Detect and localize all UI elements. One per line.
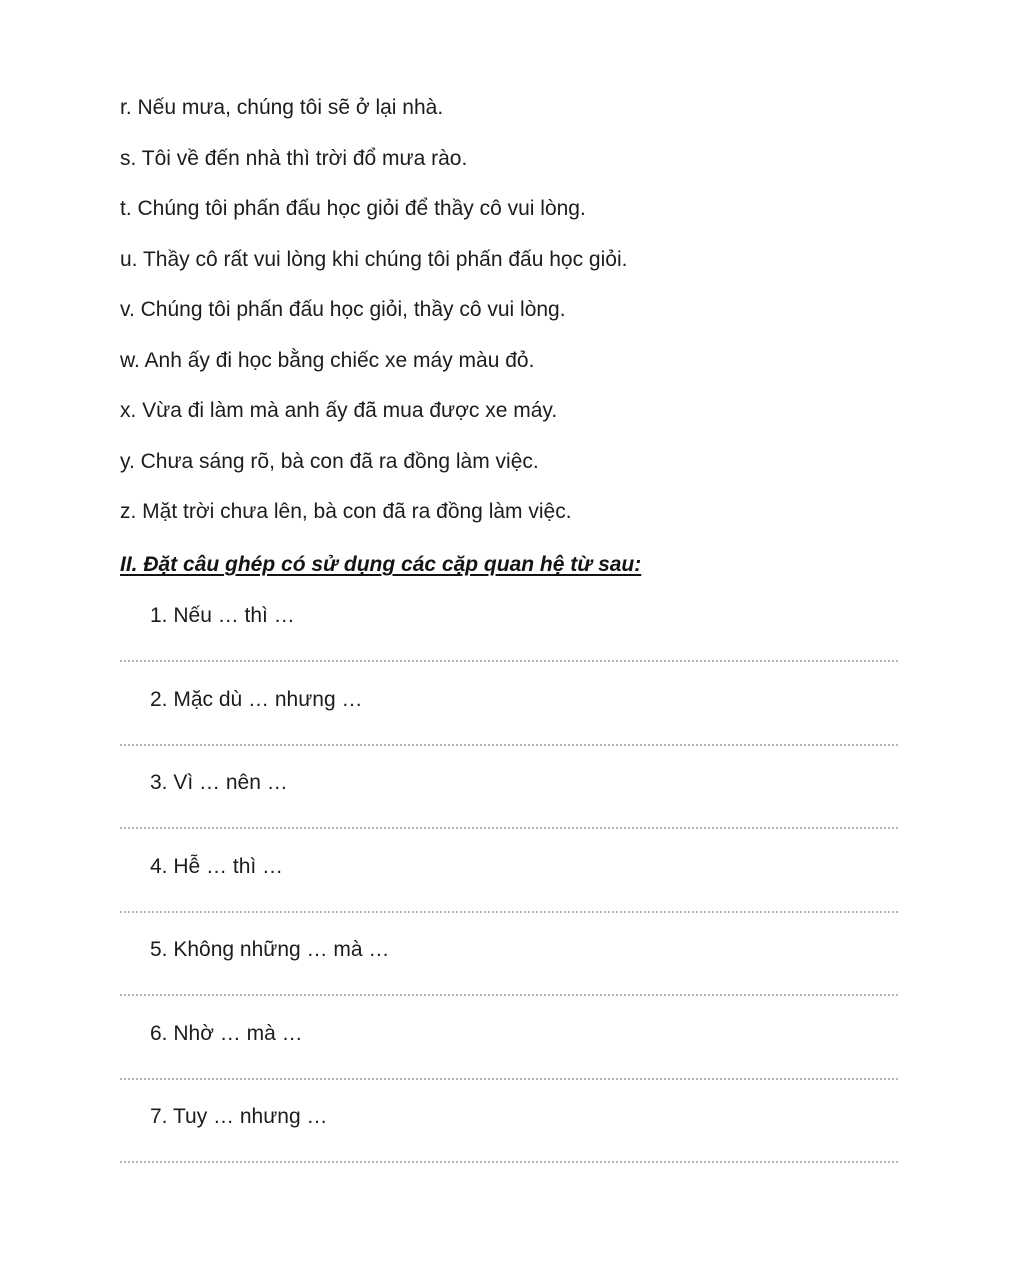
sentence-x: x. Vừa đi làm mà anh ấy đã mua được xe máy. bbox=[120, 399, 558, 422]
exercise-item-3 bbox=[120, 769, 898, 853]
answer-line[interactable] bbox=[120, 827, 898, 829]
answer-line[interactable] bbox=[120, 744, 898, 746]
sentence-z: z. Mặt trời chưa lên, bà con đã ra đồng làm việc. bbox=[120, 500, 572, 523]
sentence-t: t. Chúng tôi phấn đấu học giỏi để thầy cô vui lòng. bbox=[120, 197, 586, 220]
sentence-y: y. Chưa sáng rõ, bà con đã ra đồng làm việc. bbox=[120, 449, 539, 473]
sentence-r: r. Nếu mưa, chúng tôi sẽ ở lại nhà. bbox=[120, 96, 444, 119]
exercise-prompt: 6. Nhờ … mà … bbox=[150, 1021, 303, 1045]
sentence-v: v. Chúng tôi phấn đấu học giỏi, thầy cô vui lòng. bbox=[120, 298, 566, 321]
exercise-prompt: 3. Vì … nên … bbox=[150, 771, 288, 794]
exercise-prompt: 7. Tuy … nhưng … bbox=[150, 1105, 328, 1128]
sentence-u: u. Thầy cô rất vui lòng khi chúng tôi phấn đấu học giỏi. bbox=[120, 247, 628, 271]
exercise-item-4 bbox=[120, 853, 898, 937]
section-2-heading: II. Đặt câu ghép có sử dụng các cặp quan hệ từ sau: bbox=[120, 553, 642, 576]
exercise-item-6 bbox=[120, 1020, 898, 1104]
answer-line[interactable] bbox=[120, 1078, 898, 1080]
answer-line[interactable] bbox=[120, 911, 898, 913]
answer-line[interactable] bbox=[120, 660, 898, 662]
exercise-item-1 bbox=[120, 602, 898, 686]
answer-line[interactable] bbox=[120, 1161, 898, 1163]
sentence-s: s. Tôi về đến nhà thì trời đổ mưa rào. bbox=[120, 146, 468, 170]
exercise-item-5 bbox=[120, 936, 898, 1020]
answer-line[interactable] bbox=[120, 994, 898, 996]
exercise-list bbox=[120, 602, 898, 1187]
exercise-prompt: 4. Hễ … thì … bbox=[150, 854, 284, 878]
exercise-prompt: 1. Nếu … thì … bbox=[150, 604, 295, 627]
sentence-list bbox=[120, 94, 900, 549]
exercise-item-2 bbox=[120, 686, 898, 770]
exercise-item-7 bbox=[120, 1103, 898, 1187]
sentence-w: w. Anh ấy đi học bằng chiếc xe máy màu đỏ. bbox=[120, 348, 535, 372]
exercise-prompt: 2. Mặc dù … nhưng … bbox=[150, 687, 363, 711]
exercise-prompt: 5. Không những … mà … bbox=[150, 938, 390, 961]
